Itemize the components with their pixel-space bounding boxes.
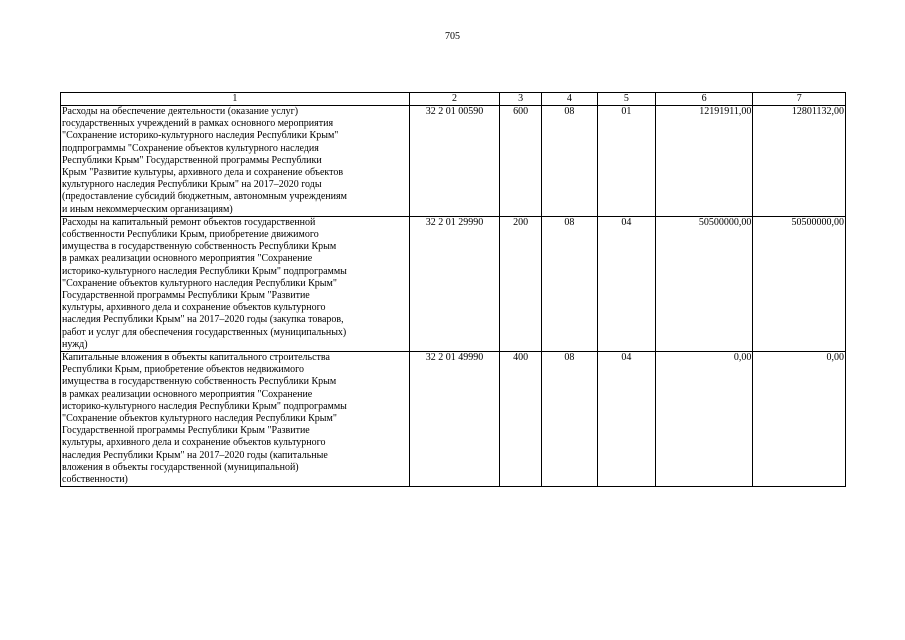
row-description: Расходы на капитальный ремонт объектов государственной собственности Республики Крым, приобретение движимого имущества в государственную собственность Республики Крым в рамках реализации основного мероприятия "Сохранение историко-культурного наследия Республики Крым" подпрограммы "Сохранение объектов культурного наследия Республики Крым" Государственной программы Республики Крым "Развитие культуры, архивного дела и сохранение объектов культурного наследия Республики Крым" на 2017–2020 годы (закупка товаров, работ и услуг для обеспечения государственных (муниципальных) нужд): [61, 216, 410, 351]
row-description: Расходы на обеспечение деятельности (оказание услуг) государственных учреждений в рамках основного мероприятия "Сохранение историко-культурного наследия Республики Крым" подпрограммы "Сохранение объектов культурного наследия Республики Крым" Государственной программы Республики Крым "Развитие культуры, архивного дела и сохранение объектов культурного наследия Республики Крым" на 2017–2020 годы (предоставление субсидий бюджетным, автономным учреждениям и иным некоммерческим организациям): [61, 106, 410, 217]
amount-column-7: 0,00: [753, 352, 846, 487]
column-header-7: 7: [753, 93, 846, 106]
column-header-5: 5: [597, 93, 655, 106]
target-article-code: 32 2 01 00590: [409, 106, 499, 217]
column-header-2: 2: [409, 93, 499, 106]
subsection-code: 04: [597, 216, 655, 351]
table-row: [61, 106, 846, 217]
row-description: Капитальные вложения в объекты капитального строительства Республики Крым, приобретение объектов недвижимого имущества в государственную собственность Республики Крым в рамках реализации основного мероприятия "Сохранение историко-культурного наследия Республики Крым" подпрограммы "Сохранение объектов культурного наследия Республики Крым" Государственной программы Республики Крым "Развитие культуры, архивного дела и сохранение объектов культурного наследия Республики Крым" на 2017–2020 годы (капитальные вложения в объекты государственной (муниципальной) собственности): [61, 352, 410, 487]
subsection-code: 01: [597, 106, 655, 217]
target-article-code: 32 2 01 29990: [409, 216, 499, 351]
expense-type-code: 200: [500, 216, 542, 351]
section-code: 08: [541, 106, 597, 217]
column-header-4: 4: [541, 93, 597, 106]
column-header-3: 3: [500, 93, 542, 106]
amount-column-6: 50500000,00: [655, 216, 753, 351]
target-article-code: 32 2 01 49990: [409, 352, 499, 487]
column-header-6: 6: [655, 93, 753, 106]
amount-column-6: 0,00: [655, 352, 753, 487]
amount-column-7: 50500000,00: [753, 216, 846, 351]
expense-type-code: 400: [500, 352, 542, 487]
table-row: [61, 352, 846, 487]
header-row: [61, 93, 846, 106]
column-header-1: 1: [61, 93, 410, 106]
section-code: 08: [541, 352, 597, 487]
page-number: 705: [445, 31, 460, 42]
table-row: [61, 216, 846, 351]
amount-column-7: 12801132,00: [753, 106, 846, 217]
budget-table: [60, 92, 846, 487]
section-code: 08: [541, 216, 597, 351]
subsection-code: 04: [597, 352, 655, 487]
amount-column-6: 12191911,00: [655, 106, 753, 217]
expense-type-code: 600: [500, 106, 542, 217]
